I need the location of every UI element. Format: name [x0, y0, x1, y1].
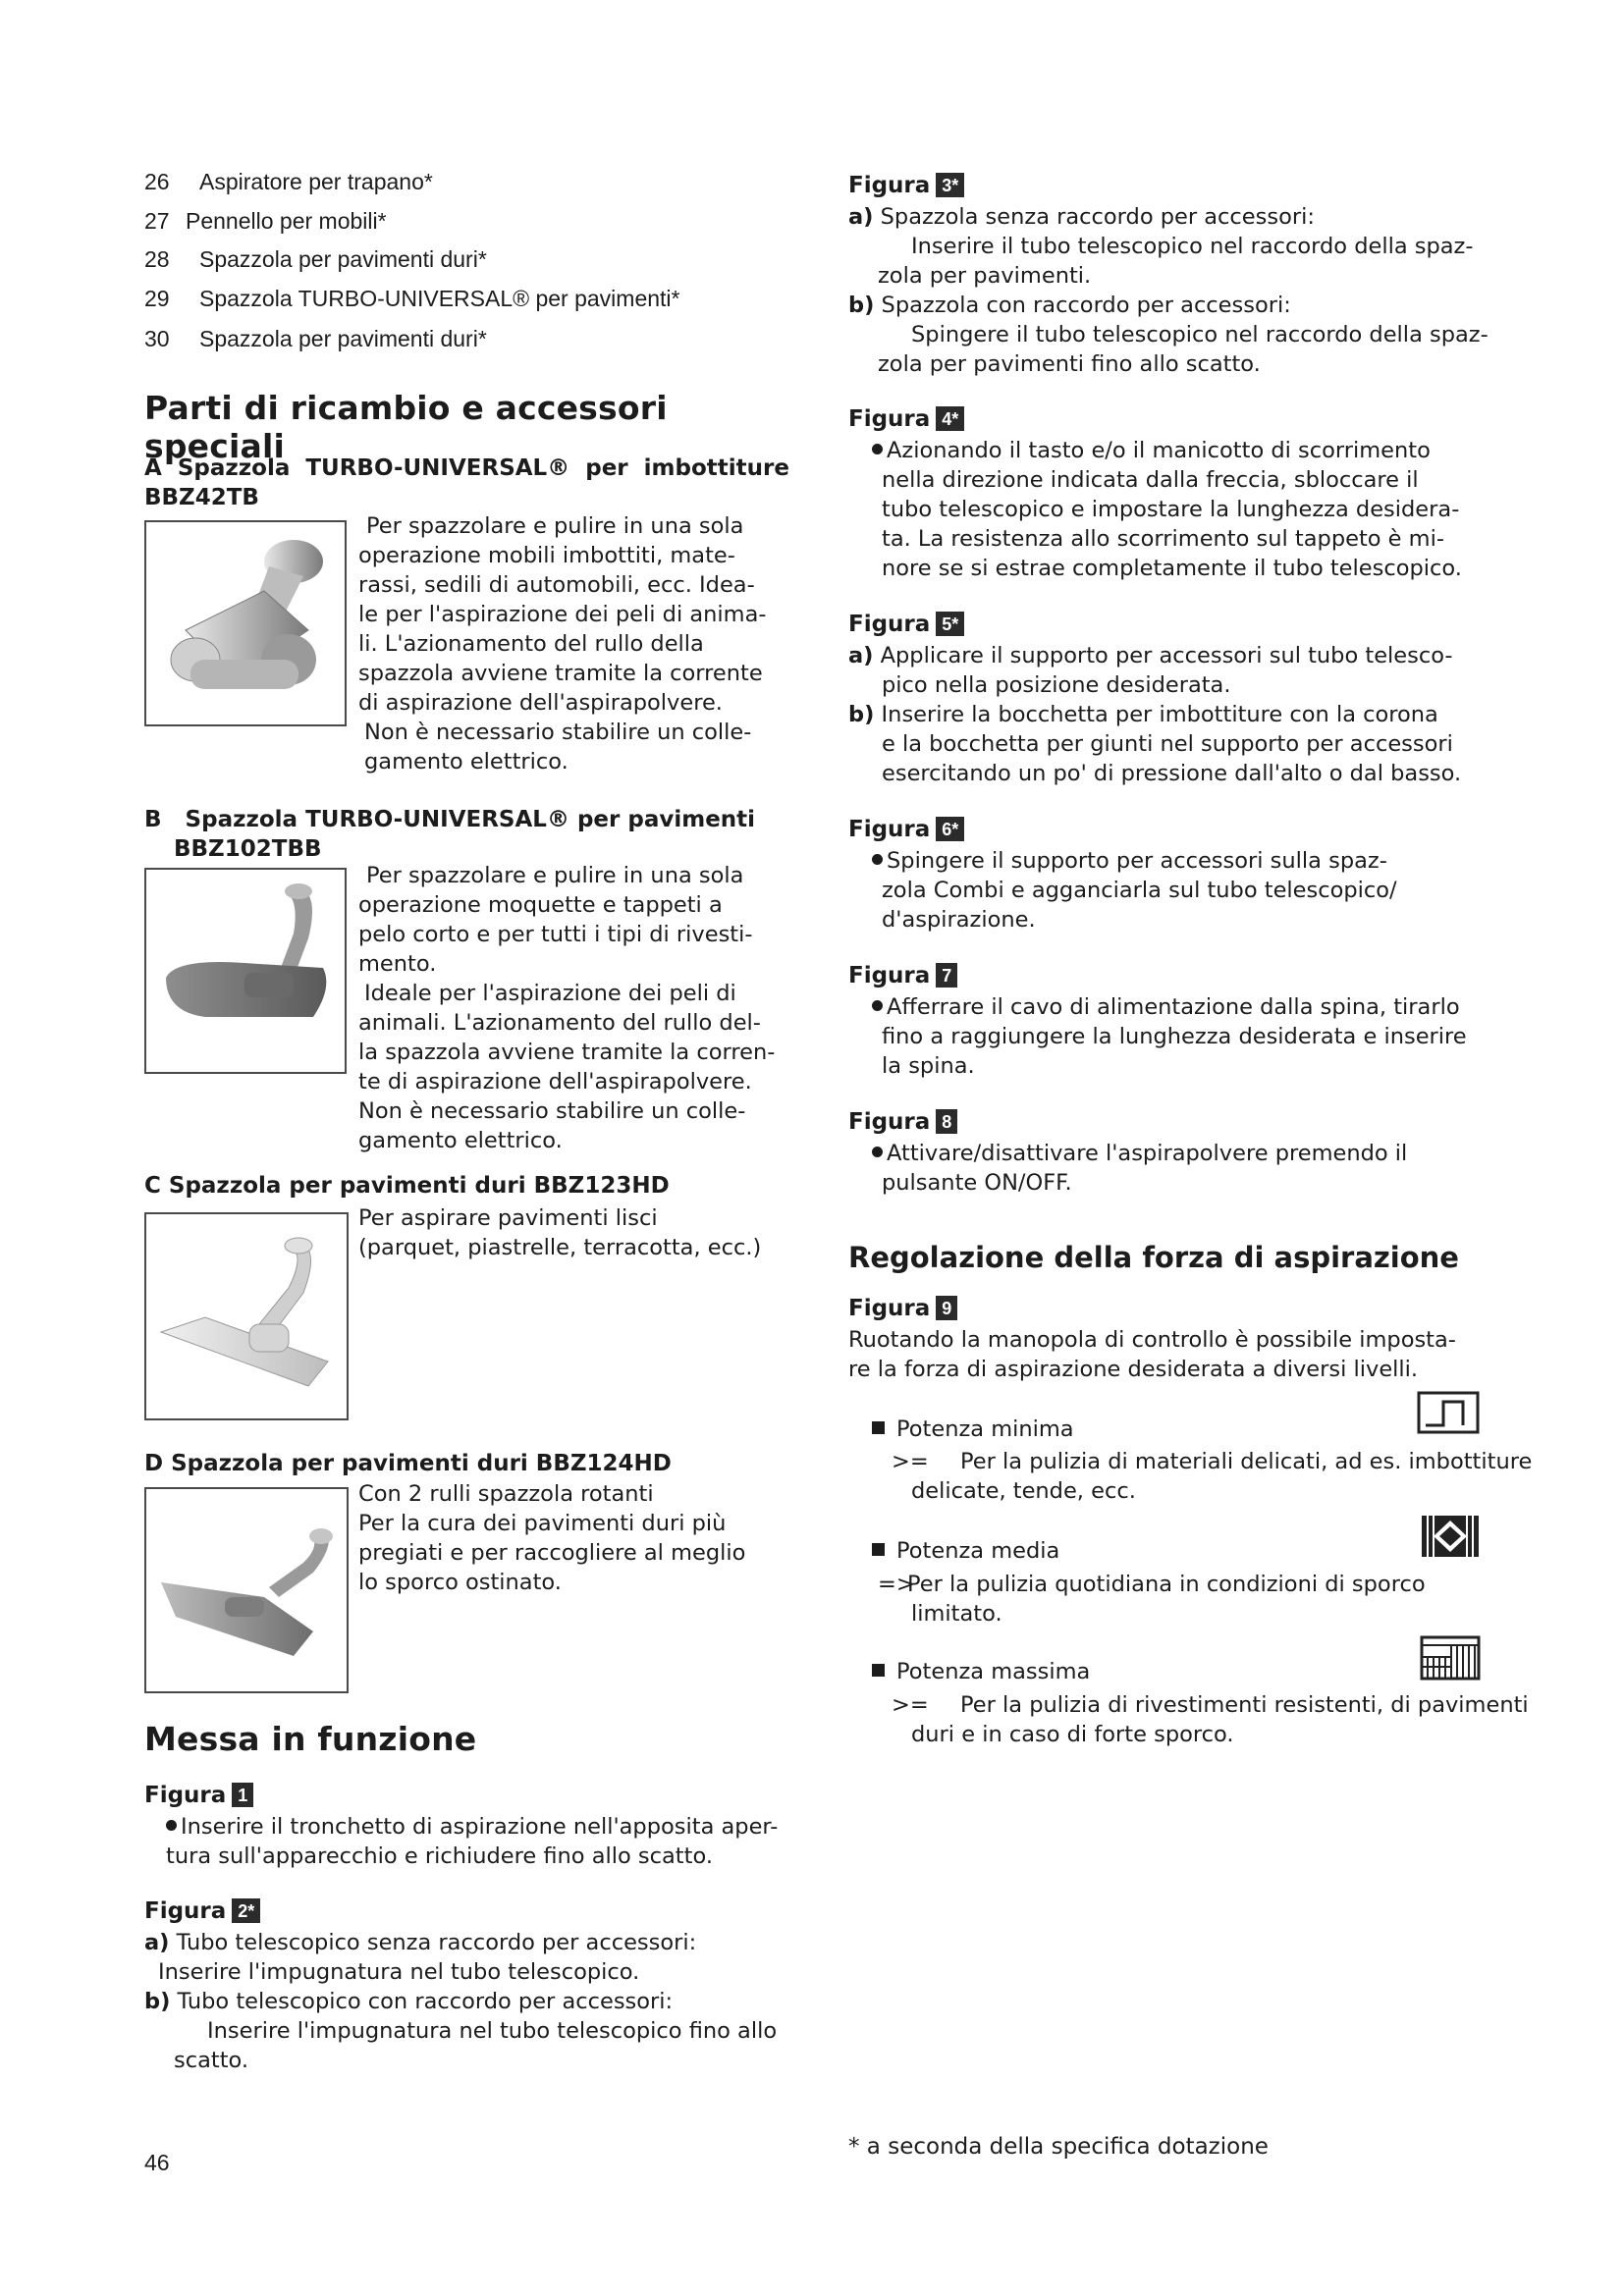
figure-2-label: Figura 2*: [144, 1898, 260, 1924]
figure-4-text: Azionando il tasto e/o il manicotto di scorrimento nella direzione indicata dalla freccia, sbloccare il tubo telescopico e impostare la lunghezza desidera- ta. La resistenza allo scorrimento sul tappeto è mi- nore se si estrae completamente il tubo telescopico.: [872, 436, 1536, 583]
start-up-heading: Messa in funzione: [144, 1720, 477, 1758]
accessory-c-image: [144, 1212, 349, 1420]
square-bullet-icon: [872, 1664, 885, 1677]
accessory-b-description: Per spazzolare e pulire in una sola operazione moquette e tappeti a pelo corto e per tutti i tipi di rivesti- mento. Ideale per l'aspirazione dei peli di animali. L'azionamento del rullo del- la spazzola avviene tramite la corren- te di aspirazione dell'aspirapolvere. Non è necessario stabilire un colle- gamento elettrico.: [358, 863, 776, 1153]
figure-9-intro: Ruotando la manopola di controllo è possibile imposta- re la forza di aspirazione desiderata a diversi livelli.: [848, 1327, 1456, 1382]
figure-1-label: Figura 1: [144, 1783, 253, 1808]
figure-9-label: Figura 9: [848, 1296, 957, 1321]
figure-5-text: a) Applicare il supporto per accessori sul tubo telesco- pico nella posizione desiderata. b) Inserire la bocchetta per imbottiture con la corona e la bocchetta per giunti nel supporto per accessori esercitando un po' di pressione dall'alto o dal basso.: [848, 643, 1462, 786]
bullet-icon: [872, 1147, 883, 1157]
figure-6-badge: 6*: [936, 817, 964, 841]
figure-5-badge: 5*: [936, 612, 964, 636]
hard-floor-brush-icon: [146, 1214, 347, 1418]
figure-4-label: Figura 4*: [848, 406, 964, 432]
turbo-floor-brush-icon: [146, 870, 345, 1072]
accessory-b-image: [144, 868, 347, 1074]
spare-parts-heading: Parti di ricambio e accessori speciali: [144, 389, 668, 465]
accessory-b-title: B Spazzola TURBO-UNIVERSAL® per pavimenti: [144, 807, 756, 832]
minimum-power-symbol-icon: [1416, 1388, 1481, 1439]
maximum-power-symbol-icon: [1418, 1633, 1483, 1686]
figure-7-label: Figura 7: [848, 963, 957, 988]
bullet-icon: [872, 854, 883, 865]
figure-4-badge: 4*: [936, 406, 964, 431]
maximum-power-title: Potenza massima: [872, 1657, 1090, 1686]
figure-8-label: Figura 8: [848, 1109, 957, 1135]
bullet-icon: [872, 1000, 883, 1011]
list-item: 26 Aspiratore per trapano*: [144, 169, 433, 194]
figure-9-badge: 9: [936, 1296, 957, 1320]
figure-6-label: Figura 6*: [848, 817, 964, 842]
maximum-power-description: >= Per la pulizia di rivestimenti resistenti, di pavimenti duri e in caso di forte sporco.: [892, 1692, 1529, 1747]
right-column: [848, 0, 1555, 2296]
accessory-d-description: Con 2 rulli spazzola rotanti Per la cura dei pavimenti duri più pregiati e per raccogliere al meglio lo sporco ostinato.: [358, 1481, 746, 1595]
page-number: 46: [144, 2150, 170, 2175]
bullet-icon: [166, 1820, 177, 1831]
figure-6-text: Spingere il supporto per accessori sulla spaz- zola Combi e agganciarla sul tubo telescopico/ d'aspirazione.: [872, 846, 1461, 934]
figure-1-text: Inserire il tronchetto di aspirazione nell'apposita aper- tura sull'apparecchio e richiudere fino allo scatto.: [166, 1814, 779, 1869]
minimum-power-title: Potenza minima: [872, 1415, 1074, 1444]
bullet-icon: [872, 444, 883, 454]
figure-3-label: Figura 3*: [848, 173, 964, 198]
accessory-d-image: [144, 1487, 349, 1693]
medium-power-symbol-icon: [1418, 1512, 1483, 1565]
medium-power-title: Potenza media: [872, 1536, 1059, 1566]
figure-8-badge: 8: [936, 1109, 957, 1134]
list-item: 27 Pennello per mobili*: [144, 208, 387, 234]
footnote: * a seconda della specifica dotazione: [848, 2134, 1269, 2160]
list-item: 29 Spazzola TURBO-UNIVERSAL® per pavimenti*: [144, 286, 680, 311]
figure-8-text: Attivare/disattivare l'aspirapolvere premendo il pulsante ON/OFF.: [872, 1139, 1536, 1198]
square-bullet-icon: [872, 1421, 885, 1434]
accessory-a-title: A Spazzola TURBO-UNIVERSAL® per imbottiture: [144, 455, 789, 481]
figure-2-badge: 2*: [232, 1898, 260, 1923]
medium-power-description: =>Per la pulizia quotidiana in condizioni di sporco limitato.: [878, 1572, 1426, 1627]
minimum-power-description: >= Per la pulizia di materiali delicati, ad es. imbottiture delicate, tende, ecc.: [892, 1449, 1533, 1504]
suction-power-heading: Regolazione della forza di aspirazione: [848, 1241, 1459, 1274]
accessory-c-description: Per aspirare pavimenti lisci (parquet, piastrelle, terracotta, ecc.): [358, 1205, 762, 1260]
hard-floor-twin-roller-brush-icon: [146, 1489, 347, 1691]
figure-3-text: a) Spazzola senza raccordo per accessori: Inserire il tubo telescopico nel raccordo della spaz- zola per pavimenti. b) Spazzola con raccordo per accessori: Spingere il tubo telescopico nel raccordo della spaz- zola per pavimenti fino allo scatto.: [848, 204, 1489, 377]
accessory-a-description: Per spazzolare e pulire in una sola operazione mobili imbottiti, mate- rassi, sedili di automobili, ecc. Idea- le per l'aspirazione dei peli di anima- li. L'azionamento del rullo della spazzola avviene tramite la corrente di aspirazione dell'aspirapolvere. Non è necessario stabilire un colle- gamento elettrico.: [358, 513, 767, 774]
accessory-a-model: BBZ42TB: [144, 485, 259, 510]
figure-1-badge: 1: [232, 1783, 253, 1807]
accessory-d-title: D Spazzola per pavimenti duri BBZ124HD: [144, 1451, 672, 1476]
upholstery-brush-icon: [146, 522, 345, 724]
figure-5-label: Figura 5*: [848, 612, 964, 637]
figure-7-text: Afferrare il cavo di alimentazione dalla spina, tirarlo fino a raggiungere la lunghezza desiderata e inserire la spina.: [872, 992, 1536, 1081]
accessory-b-model: BBZ102TBB: [174, 836, 322, 862]
accessory-a-image: [144, 520, 347, 726]
accessory-c-title: C Spazzola per pavimenti duri BBZ123HD: [144, 1173, 670, 1199]
square-bullet-icon: [872, 1543, 885, 1556]
figure-3-badge: 3*: [936, 173, 964, 197]
list-item: 30 Spazzola per pavimenti duri*: [144, 326, 487, 351]
figure-7-badge: 7: [936, 963, 957, 988]
figure-2-text: a) Tubo telescopico senza raccordo per accessori: Inserire l'impugnatura nel tubo telescopico. b) Tubo telescopico con raccordo per accessori: Inserire l'impugnatura nel tubo telescopico fino allo scatto.: [144, 1930, 778, 2073]
left-column: [144, 0, 812, 2296]
list-item: 28 Spazzola per pavimenti duri*: [144, 246, 487, 272]
